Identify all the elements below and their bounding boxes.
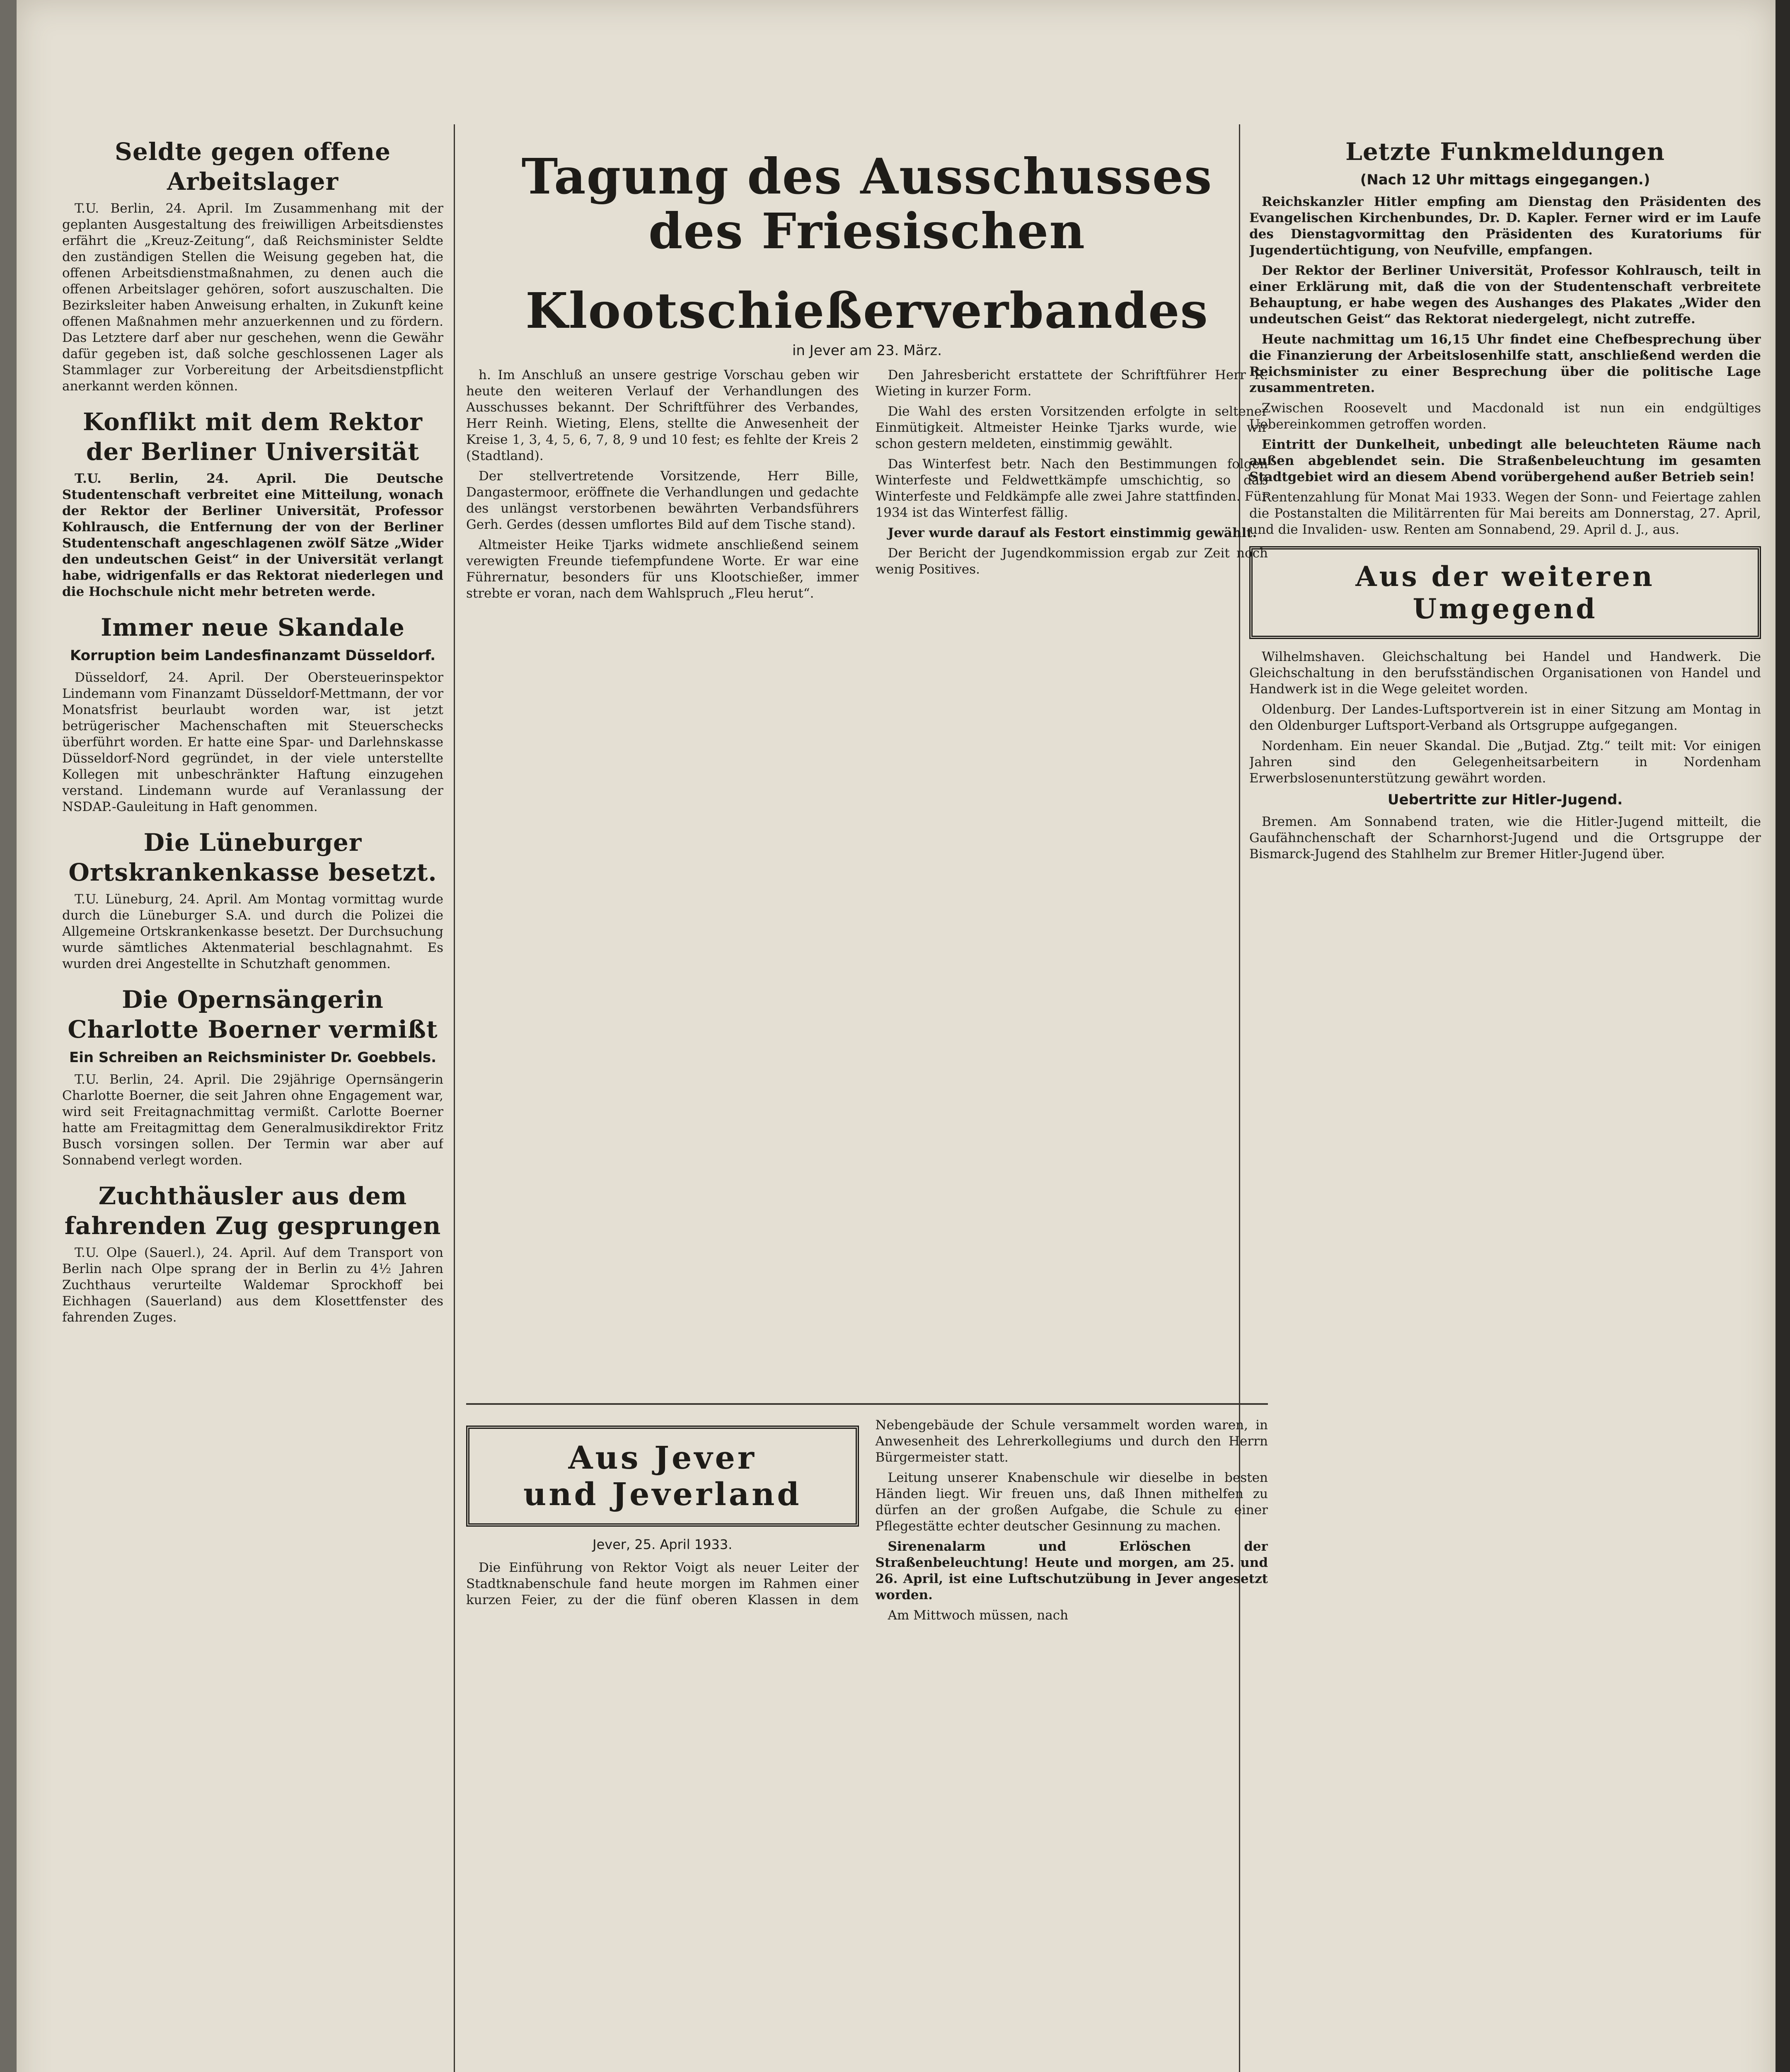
- article-text: T.U. Berlin, 24. April. Im Zusammenhang mit der geplanten Ausgestaltung des freiwilligen Arbeitsdienstes erfährt die „Kreuz-Zeitung“, daß Reichsminister Seldte den zuständigen Stellen die Weisung gegeben hat, die offenen Arbeitsdienstmaßnahmen, zu denen auch die offenen Arbeitslager gehören, sofort auszuschalten. Die Bezirksleiter haben Anweisung erhalten, in Zukunft keine offenen Maßnahmen mehr anzuerkennen und zu fördern. Das Letztere darf aber nur geschehen, wenn die Gewähr dafür gegeben ist, daß solche geschlossenen Lager als Stammlager zur Vorbereitung der Arbeitsdienstpflicht anerkannt werden können.: [62, 201, 443, 394]
- box-title-line: Aus Jever: [568, 1439, 757, 1476]
- dateline: Jever, 25. April 1933.: [593, 1537, 733, 1552]
- subheadline: Ein Schreiben an Reichsminister Dr. Goebbels.: [69, 1049, 437, 1066]
- article-text: T.U. Berlin, 24. April. Die Deutsche Studentenschaft verbreitet eine Mitteilung, wonach der Rektor der Berliner Universität, Professor Kohlrausch, die Entfernung der von der Berliner Studentenschaft angeschlagenen zwölf Sätze „Wider den undeutschen Geist“ in der Universität verlangt habe, widrigenfalls er das Rektorat niederlegen und die Hochschule nicht mehr betreten werde.: [62, 471, 443, 599]
- article-text: Am Mittwoch müssen, nach: [888, 1608, 1069, 1623]
- article-text: Altmeister Heike Tjarks widmete anschließend seinem verewigten Freunde tiefempfundene Worte. Er war eine Führernatur, besonders für uns Klootschießer, immer strebte er voran, nach dem Wahlspruch „Fleu herut“.: [466, 537, 859, 601]
- newspaper-page: [17, 0, 1775, 2072]
- box-title-line: und Jeverland: [523, 1476, 802, 1513]
- center-section: [466, 124, 1268, 2072]
- main-headline-line-1: Tagung des Ausschusses des Friesischen: [521, 148, 1213, 260]
- notice-text: Eintritt der Dunkelheit, unbedingt alle beleuchteten Räume nach außen abgeblendet sein. Die Straßenbeleuchtung im gesamten Stadtgebiet wird an diesem Abend vorübergehend außer Betrieb sein!: [1249, 437, 1761, 484]
- article-text: Zwischen Roosevelt und Macdonald ist nun ein endgültiges Uebereinkommen getroffen worden.: [1249, 401, 1761, 432]
- article-text: Die Wahl des ersten Vorsitzenden erfolgte in seltener Einmütigkeit. Altmeister Heinke Tjarks wurde, wie wir schon gestern meldeten, einstimmig gewählt.: [875, 404, 1268, 451]
- article-text: Wilhelmshaven. Gleichschaltung bei Handel und Handwerk. Die Gleichschaltung in den berufsständischen Organisationen von Handel und Handwerk ist in die Wege geleitet worden.: [1249, 649, 1761, 697]
- article-text: Jever wurde darauf als Festort einstimmig gewählt.: [888, 525, 1257, 540]
- headline: Die Lüneburger Ortskrankenkasse besetzt.: [68, 828, 437, 886]
- article-text: Bremen. Am Sonnabend traten, wie die Hitler-Jugend mitteilt, die Gaufähnchenschaft der Scharnhorst-Jugend und die Ortsgruppe der Bismarck-Jugend des Stahlhelm zur Bremer Hitler-Jugend über.: [1249, 814, 1761, 862]
- article-text: Das Winterfest betr. Nach den Bestimmungen folgen Winterfeste und Feldwettkämpfe umschichtig, so daß Winterfeste und Feldkämpfe alle zwei Jahre stattfinden. Für 1934 ist das Winterfest fällig.: [875, 457, 1268, 520]
- article-text: T.U. Olpe (Sauerl.), 24. April. Auf dem Transport von Berlin nach Olpe sprang der in Berlin zu 4½ Jahren Zuchthaus verurteilte Waldemar Sprockhoff bei Eichhagen (Sauerland) aus dem Klosettfenster des fahrenden Zuges.: [62, 1245, 443, 1325]
- local-news: [466, 1417, 1268, 2072]
- adjacent-page-edge: [0, 0, 17, 2072]
- article-text: Sirenenalarm und Erlöschen der Straßenbeleuchtung! Heute und morgen, am 25. und 26. April, ist eine Luftschutzübung in Jever angesetzt worden.: [875, 1539, 1268, 1602]
- subheadline: Uebertritte zur Hitler-Jugend.: [1387, 792, 1623, 808]
- article-text: Der Bericht der Jugendkommission ergab zur Zeit noch wenig Positives.: [875, 546, 1268, 577]
- article-text: Heute nachmittag um 16,15 Uhr findet eine Chefbesprechung über die Finanzierung der Arbeitslosenhilfe statt, anschließend werden die Reichsminister zu einer Besprechung über die politische Lage zusammentreten.: [1249, 332, 1761, 395]
- section-rule: [466, 1403, 1268, 1405]
- article-text: T.U. Lüneburg, 24. April. Am Montag vormittag wurde durch die Lüneburger S.A. und durch die Polizei die Allgemeine Ortskrankenkasse besetzt. Der Durchsuchung wurde sämtliches Aktenmaterial beschlagnahmt. Es wurden drei Angestellte in Schutzhaft genommen.: [62, 892, 443, 971]
- headline: Zuchthäusler aus dem fahrenden Zug gesprungen: [64, 1182, 441, 1240]
- main-headline-line-2: Klootschießerverbandes: [525, 282, 1209, 339]
- dateline: in Jever am 23. März.: [792, 342, 942, 359]
- headline: Immer neue Skandale: [101, 613, 405, 641]
- headline: Seldte gegen offene Arbeitslager: [114, 138, 391, 196]
- article-body: [466, 367, 1268, 1395]
- article-text: T.U. Berlin, 24. April. Die 29jährige Opernsängerin Charlotte Boerner, die seit Jahren ohne Engagement war, wird seit Freitagnachmittag vermißt. Carlotte Boerner hatte am Freitagmittag dem Generalmusikdirektor Fritz Busch vorsingen sollen. Der Termin war aber auf Sonnabend verlegt worden.: [62, 1072, 443, 1168]
- article-text: Düsseldorf, 24. April. Der Obersteuerinspektor Lindemann vom Finanzamt Düsseldorf-Mettmann, der vor Monatsfrist beurlaubt worden war, ist jetzt betrügerischer Machenschaften mit Steuerschecks überführt worden. Er hatte eine Spar- und Darlehnskasse Düsseldorf-Nord gegründet, in der viele unterstellte Kollegen mit unbeschränkter Haftung einzugehen verstand. Lindemann wurde auf Veranlassung der NSDAP.-Gauleitung in Haft genommen.: [62, 670, 443, 814]
- article-text: Der stellvertretende Vorsitzende, Herr Bille, Dangastermoor, eröffnete die Verhandlungen und gedachte des unlängst verstorbenen bewährten Verbandsführers Gerh. Gerdes (dessen umflortes Bild auf dem Tische stand).: [466, 469, 859, 532]
- column-rule: [454, 124, 455, 2072]
- article-text: h. Im Anschluß an unsere gestrige Vorschau geben wir heute den weiteren Verlauf der Verhandlungen des Ausschusses bekannt. Der Schriftführer des Verbandes, Herr Reinh. Wieting, Elens, stellte die Anwesenheit der Kreise 1, 3, 4, 5, 6, 7, 8, 9 und 10 fest; es fehlte der Kreis 2 (Stadtland).: [466, 368, 859, 463]
- local-news-box-title: [466, 1426, 859, 1527]
- headline: Letzte Funkmeldungen: [1345, 138, 1665, 166]
- subheadline: (Nach 12 Uhr mittags eingegangen.): [1360, 172, 1650, 188]
- subheadline: Korruption beim Landesfinanzamt Düsseldorf.: [70, 647, 435, 664]
- article-text: Nordenham. Ein neuer Skandal. Die „Butjad. Ztg.“ teilt mit: Vor einigen Jahren sind den Gelegenheitsarbeitern in Nordenham Erwerbslosenunterstützung gewährt worden.: [1249, 738, 1761, 786]
- regional-news-box-title: [1249, 546, 1761, 639]
- article-text: Reichskanzler Hitler empfing am Dienstag den Präsidenten des Evangelischen Kirchenbundes, Dr. D. Kapler. Ferner wird er im Laufe des Dienstagvormittag den Präsidenten des Kuratoriums für Jugendertüchtigung, von Neufville, empfangen.: [1249, 194, 1761, 258]
- right-column: [1249, 124, 1761, 2072]
- headline: Die Opernsängerin Charlotte Boerner vermißt: [68, 985, 438, 1043]
- article-text: Oldenburg. Der Landes-Luftsportverein ist in einer Sitzung am Montag in den Oldenburger Luftsport-Verband als Ortsgruppe aufgegangen.: [1249, 702, 1761, 733]
- article-text: Leitung unserer Knabenschule wir dieselbe in besten Händen liegt. Wir freuen uns, daß Ihnen mithelfen zu dürfen an der großen Aufgabe, die Schule zu einer Pflegestätte echter deutscher Gesinnung zu machen.: [875, 1470, 1268, 1534]
- article-text: Die Einführung von Rektor Voigt als neuer Leiter der Stadtknabenschule fand heute morgen im Rahmen einer kurzen Feier, zu der die fünf oberen Klassen in dem Nebengebäude der Schule versammelt worden waren, in Anwesenheit des Lehrerkollegiums und durch den Herrn Bürgermeister statt.: [466, 1418, 1268, 1607]
- box-title-line: Umgegend: [1413, 593, 1598, 625]
- article-text: Der Rektor der Berliner Universität, Professor Kohlrausch, teilt in einer Erklärung mit, daß die von der Studentenschaft verbreitete Behauptung, er habe wegen des Aushanges des Plakates „Wider den undeutschen Geist“ das Rektorat niedergelegt, nicht zutreffe.: [1249, 263, 1761, 327]
- box-title-line: Aus der weiteren: [1355, 560, 1655, 593]
- article-text: Den Jahresbericht erstattete der Schriftführer Herr R. Wieting in kurzer Form.: [875, 368, 1268, 399]
- article-text: Rentenzahlung für Monat Mai 1933. Wegen der Sonn- und Feiertage zahlen die Postanstalten die Militärrenten für Mai bereits am Donnerstag, 27. April, und die Invaliden- usw. Renten am Sonnabend, 29. April d. J., aus.: [1249, 490, 1761, 537]
- headline: Konflikt mit dem Rektor der Berliner Universität: [83, 408, 423, 466]
- left-column: [62, 124, 443, 2072]
